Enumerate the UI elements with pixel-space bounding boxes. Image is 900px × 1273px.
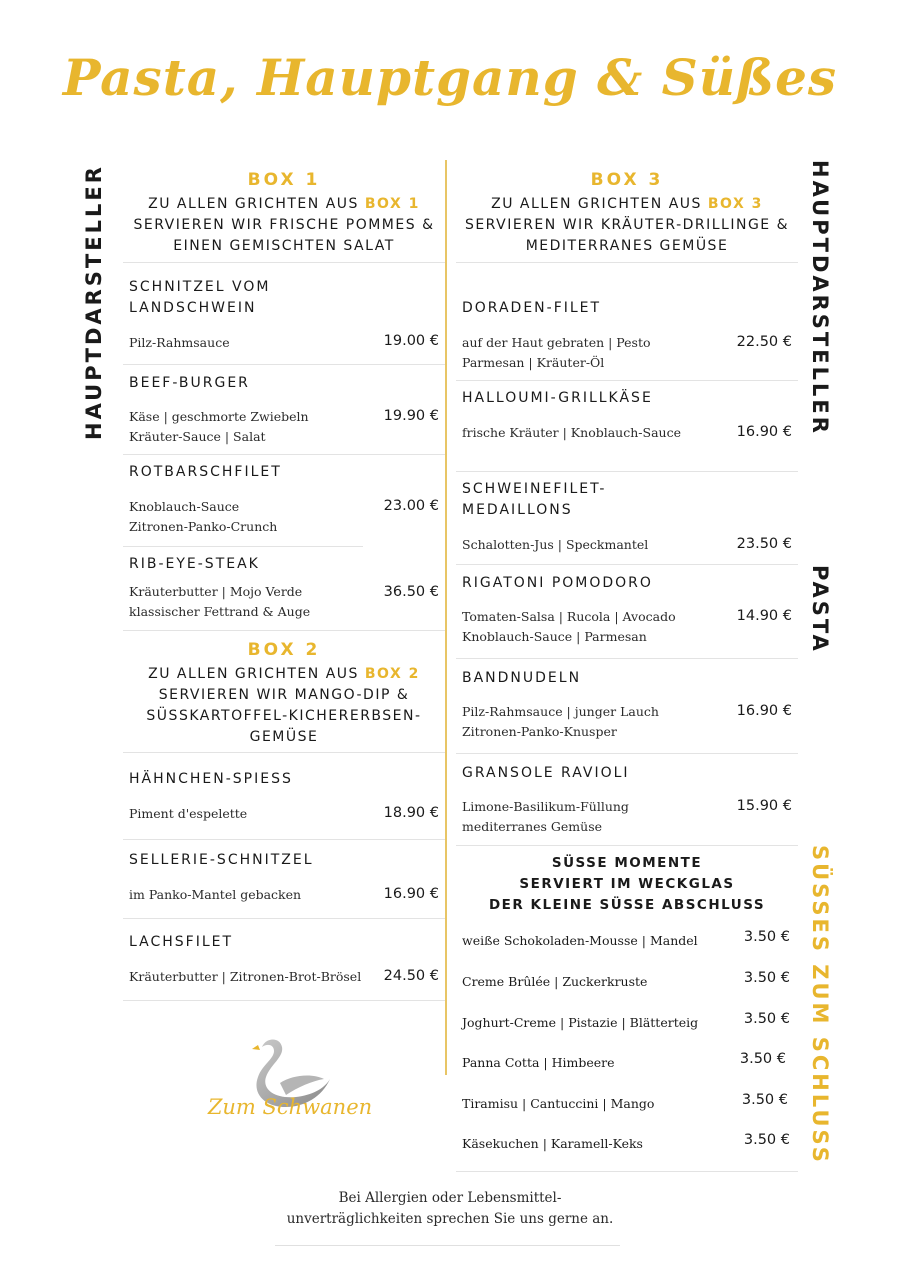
item-price: 16.90 € (736, 703, 792, 719)
item-description: Kräuterbutter | Mojo Verde (129, 584, 303, 599)
sweet-name: Creme Brûlée | Zuckerkruste (462, 974, 648, 989)
sweet-price: 3.50 € (743, 929, 790, 945)
side-label-pasta: PASTA (808, 565, 832, 654)
item-description: im Panko-Mantel gebacken (129, 887, 302, 902)
item-name: RIGATONI POMODORO (462, 575, 653, 591)
menu-item (123, 850, 445, 910)
item-name: DORADEN-FILET (462, 300, 602, 316)
item-price: 16.90 € (736, 424, 792, 440)
allergy-note (230, 1188, 670, 1230)
box1-header (123, 170, 445, 257)
item-name: SELLERIE-SCHNITZEL (129, 852, 314, 868)
item-description: Limone-Basilikum-Füllung (462, 799, 629, 814)
divider (456, 658, 798, 659)
sweet-name: Panna Cotta | Himbeere (462, 1055, 615, 1070)
box1-line1-prefix: ZU ALLEN GRICHTEN AUS (148, 196, 365, 212)
item-description: Piment d'espelette (129, 806, 248, 821)
sweet-name: weiße Schokoladen-Mousse | Mandel (462, 933, 698, 948)
logo-text: Zum Schwanen (207, 1095, 373, 1119)
menu-item (456, 668, 798, 748)
item-name: SCHNITZEL VOM (129, 279, 271, 295)
divider (123, 918, 445, 919)
list-item (462, 1012, 798, 1031)
box3-line1-prefix: ZU ALLEN GRICHTEN AUS (491, 196, 708, 212)
restaurant-logo (200, 1035, 380, 1135)
box3-header (456, 170, 798, 257)
item-name-line2: LANDSCHWEIN (129, 300, 257, 316)
item-description-line2: Zitronen-Panko-Crunch (129, 519, 278, 534)
item-description-line2: Parmesan | Kräuter-Öl (462, 355, 605, 370)
side-label-sweets: SÜSSES ZUM SCHLUSS (808, 845, 832, 1165)
item-name: BEEF-BURGER (129, 375, 250, 391)
divider (456, 471, 798, 472)
divider (123, 364, 445, 365)
allergy-note-line1: Bei Allergien oder Lebensmittel- (338, 1190, 562, 1206)
box3-line3: MEDITERRANES GEMÜSE (525, 238, 729, 254)
item-price: 19.00 € (383, 333, 439, 349)
item-price: 14.90 € (736, 608, 792, 624)
menu-item (456, 388, 798, 458)
sweets-list (456, 930, 798, 1170)
item-description: Pilz-Rahmsauce | junger Lauch (462, 704, 659, 719)
item-description: Knoblauch-Sauce (129, 499, 240, 514)
sweet-name: Joghurt-Creme | Pistazie | Blätterteig (462, 1015, 699, 1030)
side-label-left: HAUPTDARSTELLER (82, 164, 106, 440)
item-description: Schalotten-Jus | Speckmantel (462, 537, 649, 552)
list-item (462, 930, 798, 949)
item-description-line2: Knoblauch-Sauce | Parmesan (462, 629, 647, 644)
item-name: ROTBARSCHFILET (129, 464, 282, 480)
sweet-name: Käsekuchen | Karamell-Keks (462, 1136, 643, 1151)
item-price: 24.50 € (383, 968, 439, 984)
item-description-line2: mediterranes Gemüse (462, 819, 603, 834)
sweet-price: 3.50 € (741, 1092, 788, 1108)
item-description: Kräuterbutter | Zitronen-Brot-Brösel (129, 969, 362, 984)
item-name: RIB-EYE-STEAK (129, 556, 260, 572)
item-price: 19.90 € (383, 408, 439, 424)
item-price: 16.90 € (383, 886, 439, 902)
sweet-price: 3.50 € (743, 970, 790, 986)
divider (123, 454, 445, 455)
item-name: BANDNUDELN (462, 670, 582, 686)
box2-header (123, 640, 445, 748)
box2-line2: SERVIEREN WIR MANGO-DIP & (158, 687, 410, 703)
box3-line1-highlight: BOX 3 (707, 196, 763, 212)
sweet-price: 3.50 € (743, 1132, 790, 1148)
item-price: 15.90 € (736, 798, 792, 814)
left-column (123, 170, 445, 257)
box1-line2: SERVIEREN WIR FRISCHE POMMES & (133, 217, 435, 233)
box1-line3: EINEN GEMISCHTEN SALAT (173, 238, 395, 254)
sweet-name: Tiramisu | Cantuccini | Mango (462, 1096, 655, 1111)
divider (456, 1171, 798, 1172)
item-description: Pilz-Rahmsauce (129, 335, 230, 350)
menu-item (123, 769, 445, 829)
item-name: GRANSOLE RAVIOLI (462, 765, 630, 781)
menu-item (456, 298, 798, 378)
menu-item (123, 462, 445, 542)
list-item (462, 1133, 798, 1152)
item-price: 36.50 € (383, 584, 439, 600)
item-price: 23.00 € (383, 498, 439, 514)
column-divider (445, 160, 447, 1075)
box2-line1-highlight: BOX 2 (364, 666, 420, 682)
allergy-note-line2: unverträglichkeiten sprechen Sie uns gerne an. (286, 1211, 614, 1227)
sweets-head-line1: SÜSSE MOMENTE (551, 855, 703, 871)
divider (123, 752, 445, 753)
sweets-head-line3: DER KLEINE SÜSSE ABSCHLUSS (488, 897, 766, 913)
box2-line4: GEMÜSE (249, 729, 319, 745)
item-description: auf der Haut gebraten | Pesto (462, 335, 651, 350)
item-price: 22.50 € (736, 334, 792, 350)
box3-title: BOX 3 (590, 170, 664, 190)
divider (123, 262, 445, 263)
item-description: Tomaten-Salsa | Rucola | Avocado (462, 609, 676, 624)
box1-title: BOX 1 (247, 170, 321, 190)
side-label-right-top: HAUPTDARSTELLER (808, 160, 832, 436)
item-name: HÄHNCHEN-SPIESS (129, 771, 293, 787)
menu-item (123, 554, 445, 634)
item-name: HALLOUMI-GRILLKÄSE (462, 390, 653, 406)
item-name-line2: MEDAILLONS (462, 502, 573, 518)
sweets-header (456, 853, 798, 916)
sweet-price: 3.50 € (739, 1051, 786, 1067)
item-price: 23.50 € (736, 536, 792, 552)
menu-item (123, 277, 445, 372)
divider (456, 753, 798, 754)
menu-item (123, 932, 445, 992)
divider (456, 564, 798, 565)
menu-item (456, 479, 798, 559)
box2-title: BOX 2 (247, 640, 321, 660)
menu-item (123, 373, 445, 453)
menu-item (456, 573, 798, 653)
box3-line2: SERVIEREN WIR KRÄUTER-DRILLINGE & (464, 217, 790, 233)
box2-line3: SÜSSKARTOFFEL-KICHERERBSEN- (146, 708, 422, 724)
sweet-price: 3.50 € (743, 1011, 790, 1027)
divider (123, 1000, 445, 1001)
list-item (462, 1093, 798, 1112)
divider (123, 630, 445, 631)
sweets-head-line2: SERVIERT IM WECKGLAS (519, 876, 735, 892)
menu-item (456, 763, 798, 843)
item-description-line2: klassischer Fettrand & Auge (129, 604, 311, 619)
item-name: SCHWEINEFILET- (462, 481, 607, 497)
item-name: LACHSFILET (129, 934, 234, 950)
box2-line1-prefix: ZU ALLEN GRICHTEN AUS (148, 666, 365, 682)
item-description-line2: Zitronen-Panko-Knusper (462, 724, 617, 739)
item-description-line2: Kräuter-Sauce | Salat (129, 429, 266, 444)
list-item (462, 971, 798, 990)
item-price: 18.90 € (383, 805, 439, 821)
item-description: frische Kräuter | Knoblauch-Sauce (462, 425, 681, 440)
divider (123, 839, 445, 840)
divider (123, 546, 363, 547)
menu-title: Pasta, Hauptgang & Süßes (62, 48, 838, 107)
divider (456, 262, 798, 263)
divider (456, 380, 798, 381)
divider (456, 845, 798, 846)
box1-line1-highlight: BOX 1 (364, 196, 420, 212)
item-description: Käse | geschmorte Zwiebeln (129, 409, 309, 424)
footer-divider (275, 1245, 620, 1246)
list-item (462, 1052, 798, 1071)
